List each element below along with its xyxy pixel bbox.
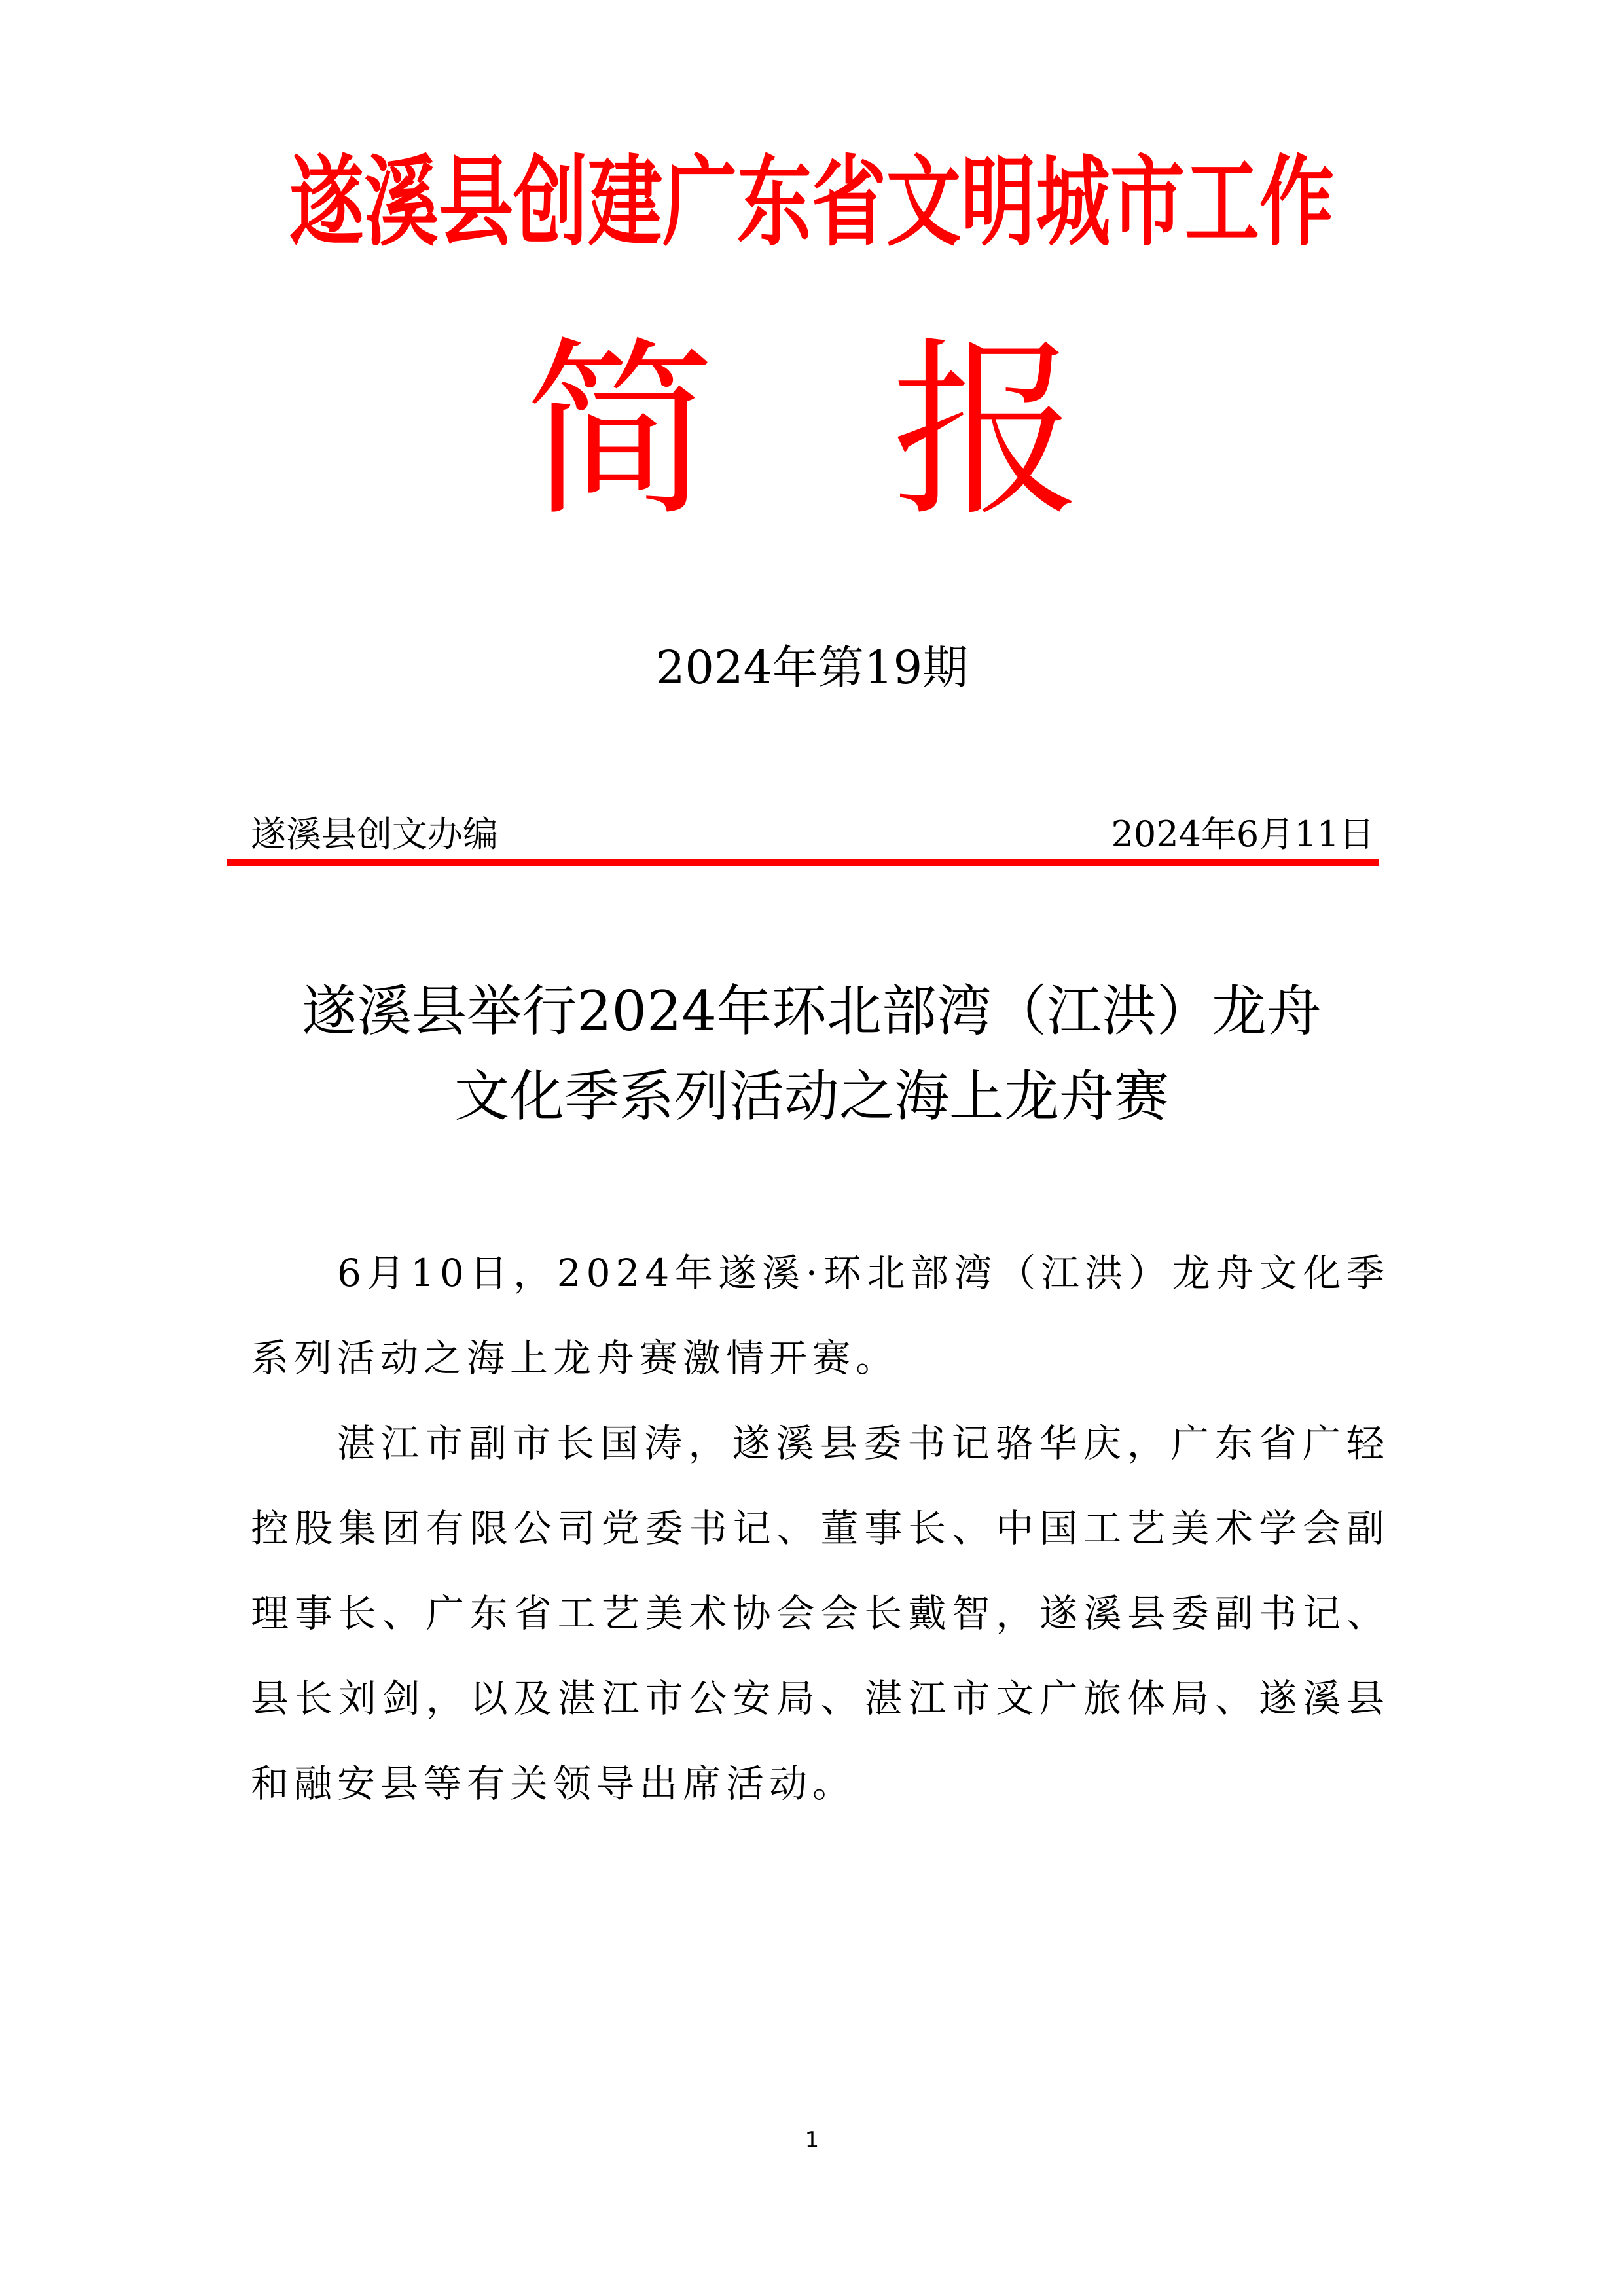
masthead-brief (0, 321, 1624, 542)
masthead-title-text: 遂溪县创建广东省文明城市工作 (289, 146, 1335, 260)
issue-number: 2024年第19期 (655, 641, 969, 694)
issue-date: 2024年6月11日 (1111, 814, 1375, 855)
headline-line-1: 遂溪县举行2024年环北部湾（江洪）龙舟 (302, 979, 1322, 1043)
masthead-title (0, 147, 1624, 259)
paragraph-2: 湛江市副市长国涛，遂溪县委书记骆华庆，广东省广轻控股集团有限公司党委书记、董事长、中国工艺美术学会副理事长、广东省工艺美术协会会长戴智，遂溪县委副书记、县长刘剑，以及湛江市公安局、湛江市文广旅体局、遂溪县和融安县等有关领导出席活动。 (251, 1421, 1390, 1806)
headline-line-2: 文化季系列活动之海上龙舟赛 (454, 1064, 1169, 1128)
editor-name: 遂溪县创文办编 (251, 814, 498, 855)
red-divider (227, 859, 1379, 866)
brief-char-jian: 简 (525, 321, 715, 542)
article-body (251, 1230, 1390, 1826)
article-headline (223, 969, 1401, 1139)
brief-char-bao: 报 (892, 321, 1081, 542)
page-number: 1 (804, 2127, 820, 2153)
editor-row (251, 815, 1375, 861)
paragraph-1: 6月10日，2024年遂溪·环北部湾（江洪）龙舟文化季系列活动之海上龙舟赛激情开赛。 (251, 1251, 1390, 1380)
